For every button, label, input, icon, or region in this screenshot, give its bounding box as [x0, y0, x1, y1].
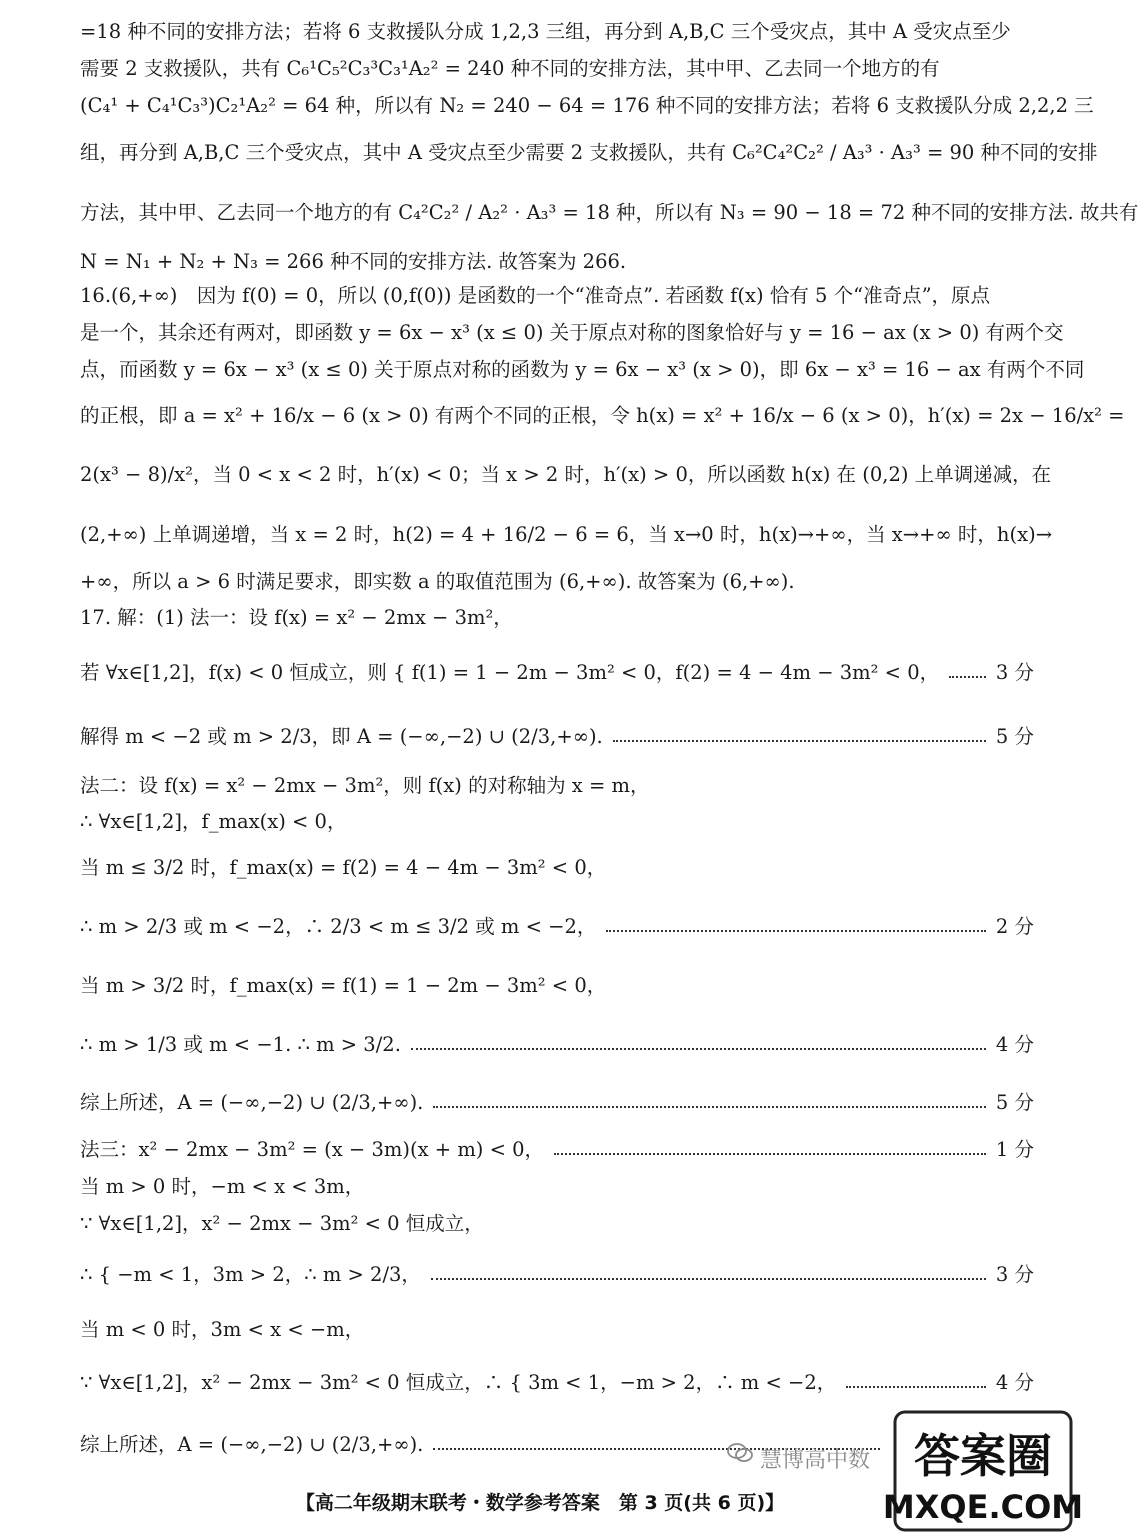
text-line [80, 1263, 1034, 1286]
dot-leader [433, 1106, 986, 1108]
dot-leader [846, 1386, 986, 1388]
text-line [80, 725, 1034, 748]
line-text: ∴ { −m < 1，3m > 2，∴ m > 2/3， [80, 1263, 421, 1286]
dot-leader [606, 930, 986, 932]
text-line [80, 915, 1034, 938]
line-text: ∴ m > 1/3 或 m < −1. ∴ m > 3/2. [80, 1033, 401, 1056]
text-line: 当 m > 3/2 时，f_max(x) = f(1) = 1 − 2m − 3m² < 0， [80, 974, 607, 997]
text-line [80, 1138, 1034, 1161]
score-label: 5 分 [995, 725, 1034, 748]
text-line: 当 m ≤ 3/2 时，f_max(x) = f(2) = 4 − 4m − 3m² < 0， [80, 856, 607, 879]
text-line: 2(x³ − 8)/x²，当 0 < x < 2 时，h′(x) < 0；当 x > 2 时，h′(x) > 0，所以函数 h(x) 在 (0,2) 上单调递减，在 [80, 463, 1052, 486]
score-label: 3 分 [995, 1263, 1034, 1286]
logo-text: 答案圈 [914, 1429, 1052, 1483]
text-line [80, 1033, 1034, 1056]
dot-leader [411, 1048, 986, 1050]
line-text: 若 ∀x∈[1,2]，f(x) < 0 恒成立，则 { f(1) = 1 − 2m − 3m² < 0，f(2) = 4 − 4m − 3m² < 0， [80, 661, 940, 684]
text-line: 当 m > 0 时，−m < x < 3m， [80, 1175, 365, 1198]
text-line: +∞，所以 a > 6 时满足要求，即实数 a 的取值范围为 (6,+∞). 故答案为 (6,+∞). [80, 570, 795, 593]
dot-leader [554, 1153, 986, 1155]
text-line: 组，再分到 A,B,C 三个受灾点，其中 A 受灾点至少需要 2 支救援队，共有 C₆²C₄²C₂² / A₃³ · A₃³ = 90 种不同的安排 [80, 141, 1098, 164]
line-text: 综上所述，A = (−∞,−2) ∪ (2/3,+∞). [80, 1091, 424, 1114]
text-line: ∵ ∀x∈[1,2]，x² − 2mx − 3m² < 0 恒成立， [80, 1212, 484, 1235]
score-label: 4 分 [995, 1371, 1034, 1394]
text-line: 法二：设 f(x) = x² − 2mx − 3m²，则 f(x) 的对称轴为 x = m， [80, 774, 650, 797]
score-label: 4 分 [995, 1033, 1034, 1056]
watermark-account: 慧博高中数 [760, 1448, 871, 1473]
dot-leader [431, 1278, 986, 1280]
text-line: 17. 解：(1) 法一：设 f(x) = x² − 2mx − 3m²， [80, 606, 513, 629]
text-line: 方法，其中甲、乙去同一个地方的有 C₄²C₂² / A₂² · A₃³ = 18 种，所以有 N₃ = 90 − 18 = 72 种不同的安排方法. 故共有 [80, 201, 1138, 224]
text-line: =18 种不同的安排方法；若将 6 支救援队分成 1,2,3 三组，再分到 A,B,C 三个受灾点，其中 A 受灾点至少 [80, 20, 1011, 43]
text-line: 是一个，其余还有两对，即函数 y = 6x − x³ (x ≤ 0) 关于原点对称的图象恰好与 y = 16 − ax (x > 0) 有两个交 [80, 321, 1064, 344]
score-label: 1 分 [995, 1138, 1034, 1161]
line-text: ∴ m > 2/3 或 m < −2，∴ 2/3 < m ≤ 3/2 或 m < −2， [80, 915, 597, 938]
page-footer: 【高二年级期末联考・数学参考答案 第 3 页(共 6 页)】 [295, 1492, 785, 1514]
text-line: 点，而函数 y = 6x − x³ (x ≤ 0) 关于原点对称的函数为 y = 6x − x³ (x > 0)，即 6x − x³ = 16 − ax 有两个不同 [80, 358, 1085, 381]
text-line: 当 m < 0 时，3m < x < −m， [80, 1318, 365, 1341]
line-text: ∵ ∀x∈[1,2]，x² − 2mx − 3m² < 0 恒成立，∴ { 3m < 1，−m > 2，∴ m < −2， [80, 1371, 837, 1394]
text-line [80, 1091, 1034, 1114]
dot-leader [613, 740, 986, 742]
text-line: ∴ ∀x∈[1,2]，f_max(x) < 0， [80, 810, 347, 833]
chat-bubble-icon [726, 1441, 754, 1465]
text-line: 的正根，即 a = x² + 16/x − 6 (x > 0) 有两个不同的正根，令 h(x) = x² + 16/x − 6 (x > 0)，h′(x) = 2x − 16/x² = [80, 404, 1125, 427]
text-line: (2,+∞) 上单调递增，当 x = 2 时，h(2) = 4 + 16/2 − 6 = 6，当 x→0 时，h(x)→+∞，当 x→+∞ 时，h(x)→ [80, 523, 1053, 546]
text-line [80, 661, 1034, 684]
text-line: 需要 2 支救援队，共有 C₆¹C₅²C₃³C₃¹A₂² = 240 种不同的安排方法，其中甲、乙去同一个地方的有 [80, 57, 940, 80]
text-line: N = N₁ + N₂ + N₃ = 266 种不同的安排方法. 故答案为 266. [80, 250, 627, 273]
dot-leader [949, 676, 986, 678]
line-text: 解得 m < −2 或 m > 2/3，即 A = (−∞,−2) ∪ (2/3,+∞). [80, 725, 603, 748]
line-text: 法三：x² − 2mx − 3m² = (x − 3m)(x + m) < 0， [80, 1138, 545, 1161]
score-label: 5 分 [995, 1091, 1034, 1114]
text-line [80, 1371, 1034, 1394]
logo-url: MXQE.COM [882, 1488, 1084, 1526]
text-line: 16.(6,+∞) 因为 f(0) = 0，所以 (0,f(0)) 是函数的一个“准奇点”. 若函数 f(x) 恰有 5 个“准奇点”，原点 [80, 284, 991, 307]
score-label: 3 分 [995, 661, 1034, 684]
score-label: 2 分 [995, 915, 1034, 938]
text-line: (C₄¹ + C₄¹C₃³)C₂¹A₂² = 64 种，所以有 N₂ = 240 − 64 = 176 种不同的安排方法；若将 6 支救援队分成 2,2,2 三 [80, 94, 1094, 117]
watermark-logo [882, 1410, 1084, 1532]
line-text: 综上所述，A = (−∞,−2) ∪ (2/3,+∞). [80, 1433, 424, 1456]
